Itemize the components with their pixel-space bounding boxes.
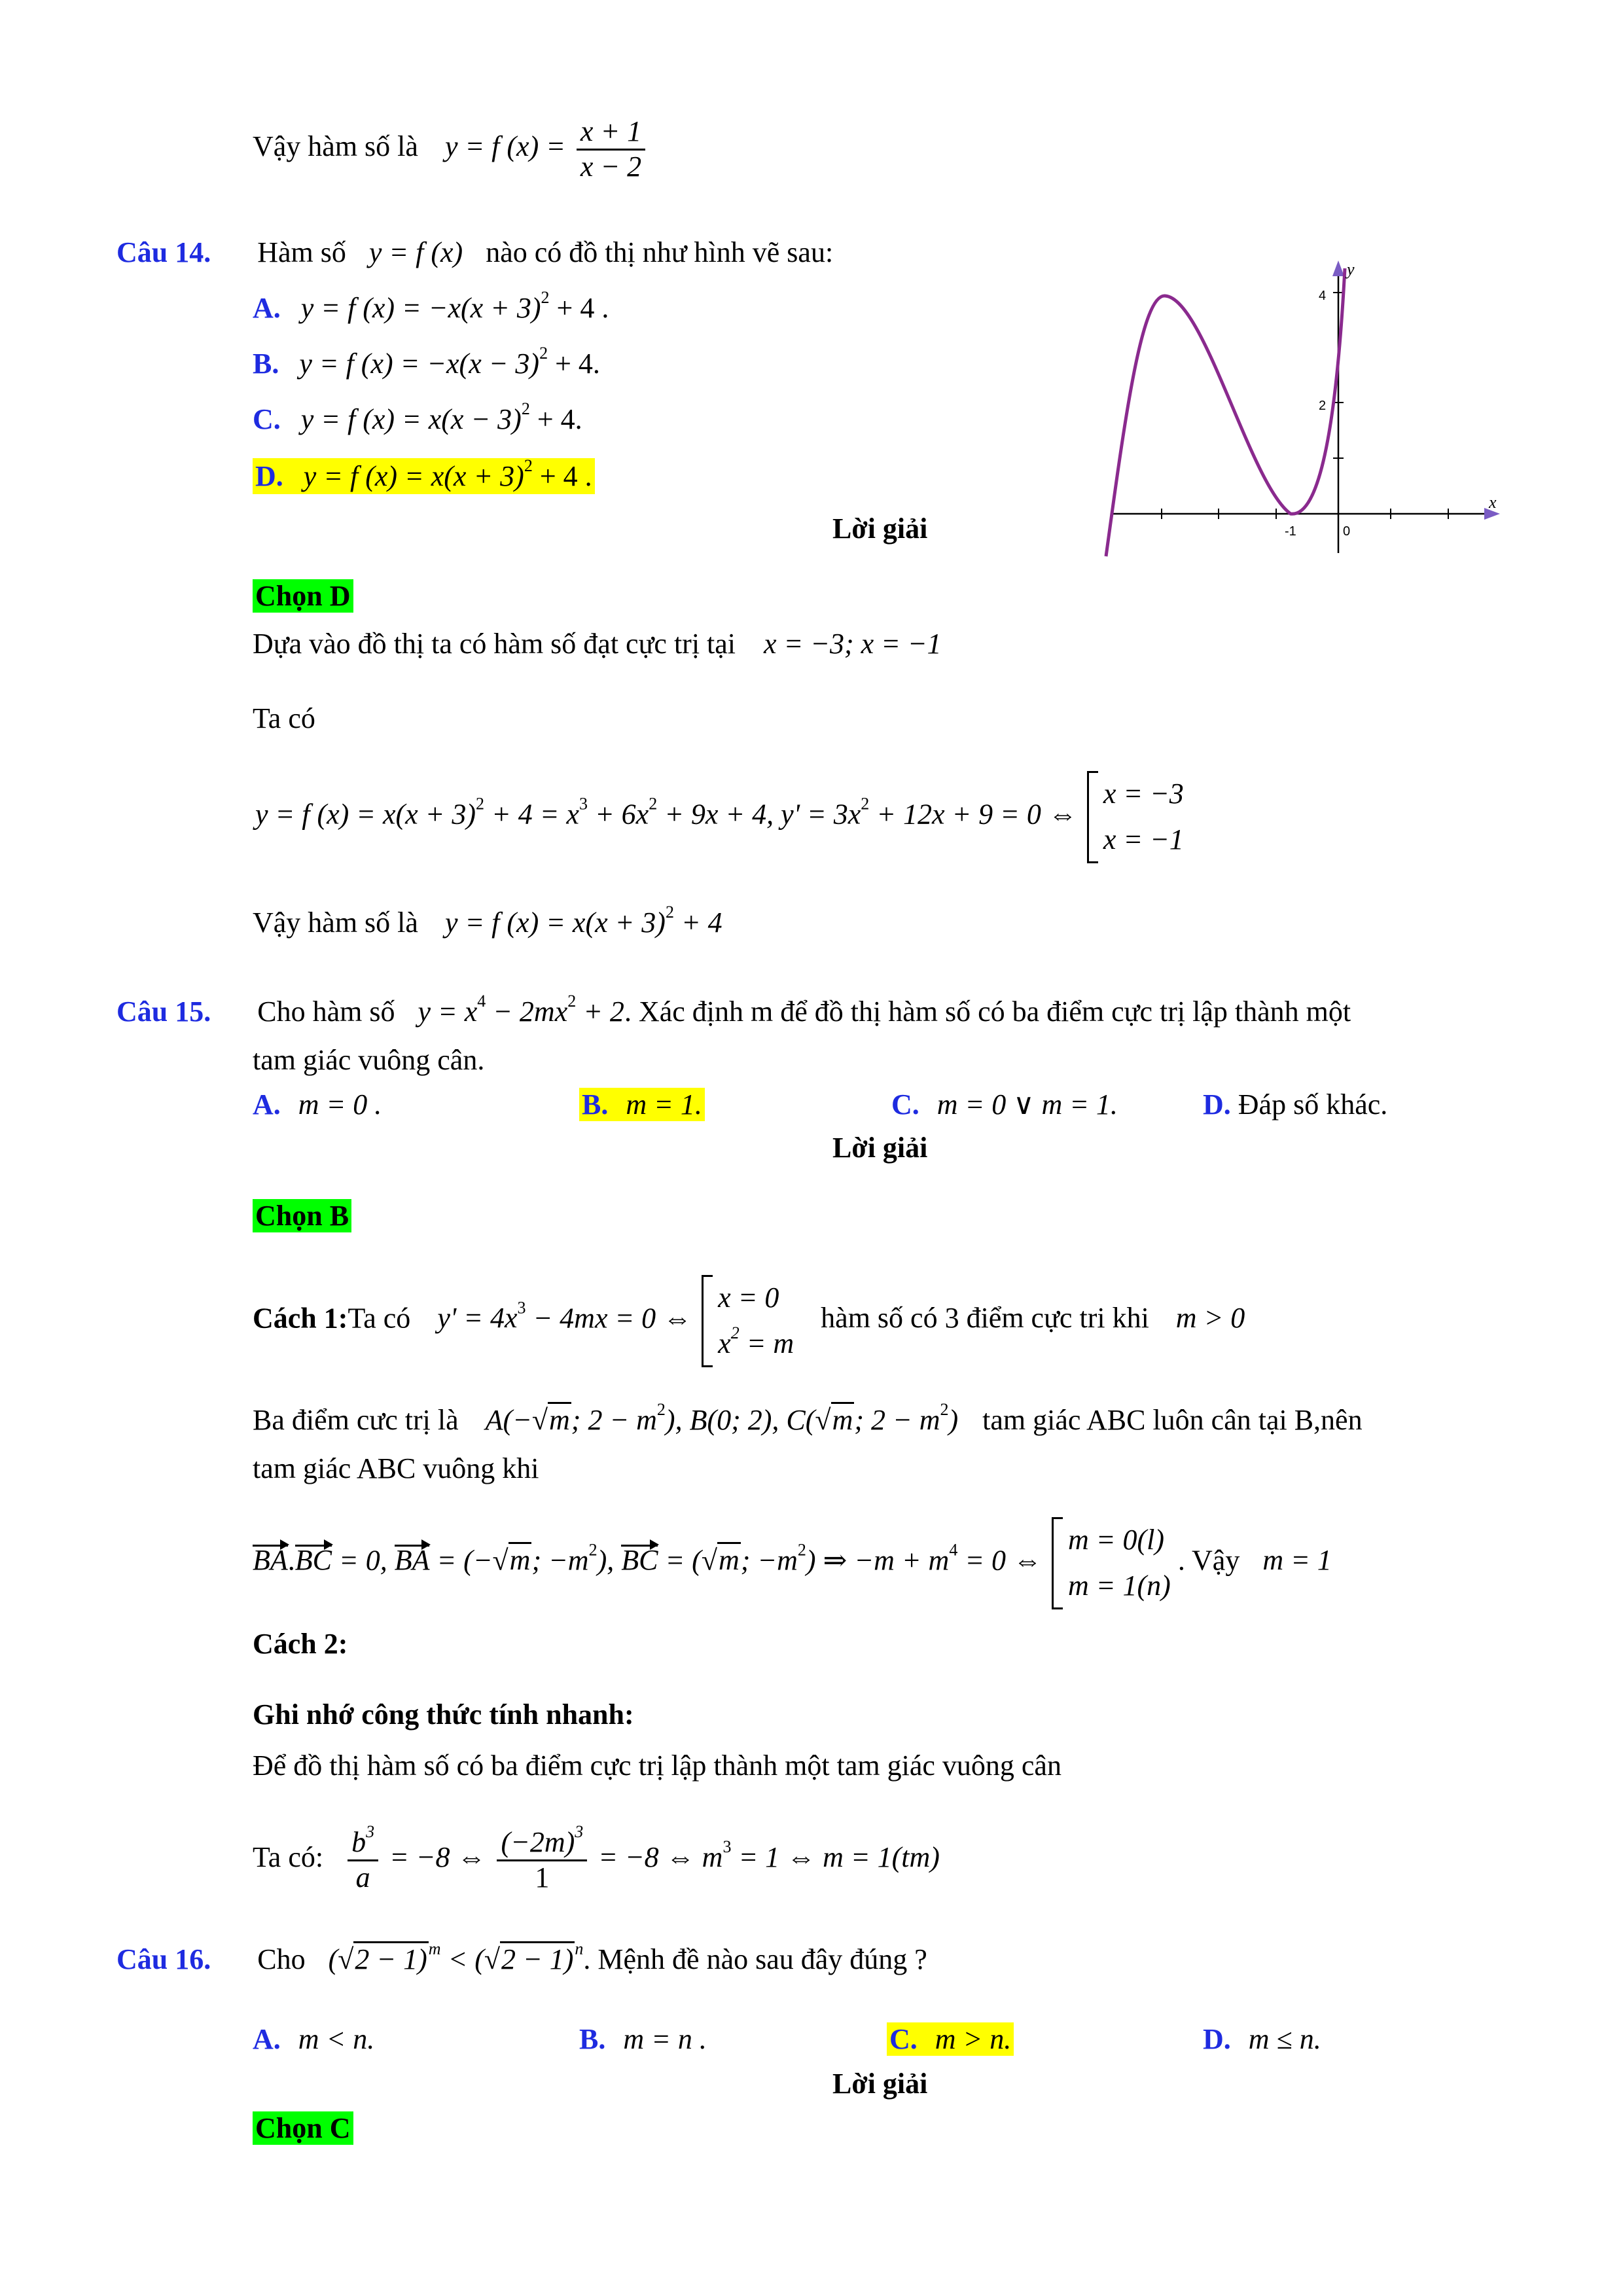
- q15-vec-g: ) ⇒ −m + m: [806, 1544, 950, 1577]
- q15-stem-a: Cho hàm số: [257, 996, 395, 1028]
- q16-opt-c-letter: C.: [889, 2023, 918, 2055]
- q15-stem-math-c: + 2: [576, 996, 624, 1028]
- top-result-line: [253, 115, 649, 183]
- q14-stem: [116, 236, 833, 269]
- q15-vec-sqrt2: m: [717, 1542, 741, 1576]
- q15-note-line: Để đồ thị hàm số có ba điểm cực trị lập thành một tam giác vuông cân: [253, 1749, 1061, 1782]
- q15-option-d: [1203, 1088, 1387, 1121]
- q14-option-a: [253, 288, 609, 325]
- q14-opt-c-text: y = f (x) = x(x − 3): [300, 403, 522, 435]
- q15-c1-b: hàm số có 3 điểm cực tri khi: [821, 1302, 1149, 1335]
- q15-tc: Ta có:: [253, 1841, 324, 1874]
- q15-mid2-sup: 3: [722, 1837, 732, 1857]
- q15-opt-a-letter: A.: [253, 1088, 281, 1121]
- q15-pts-d: ; 2 − m: [854, 1404, 940, 1436]
- q15-pow2: 2: [567, 992, 577, 1011]
- q15-pts-e: ): [948, 1404, 959, 1436]
- q15-mid2a: = −8 ⇔ m: [591, 1841, 723, 1874]
- q15-c1-system: [702, 1275, 794, 1367]
- q15-opt-c-text: m = 0 ∨ m = 1.: [936, 1088, 1118, 1121]
- q15-pts-sup1: 2: [656, 1400, 666, 1419]
- q14-opt-d-letter: D.: [255, 460, 283, 492]
- q15-vec-result: m = 1: [1262, 1544, 1332, 1577]
- q15-c1-sys-sup: 2: [730, 1323, 740, 1343]
- q15-choose: Chọn B: [253, 1199, 351, 1232]
- q14-stem-b: nào có đồ thị như hình vẽ sau:: [486, 236, 834, 268]
- q16-opt-c-text: m > n.: [935, 2023, 1012, 2055]
- q16-option-b: [579, 2022, 707, 2056]
- q15-pts-sqrt-m2: m: [831, 1402, 855, 1436]
- q15-pts-tail: tam giác ABC luôn cân tại B,nên: [982, 1404, 1363, 1436]
- q15-pow4: 4: [477, 992, 486, 1011]
- q14-opt-c-letter: C.: [253, 403, 281, 435]
- q14-opt-a-sup: 2: [541, 288, 550, 307]
- q14-opt-d-tail: + 4 .: [532, 460, 592, 492]
- q15-vec-c: ; −m: [531, 1544, 589, 1577]
- q14-choose: Chọn D: [253, 579, 353, 613]
- q15-pts-a: A(−: [485, 1404, 532, 1436]
- graph-tick-xneg1: -1: [1285, 524, 1296, 539]
- graph-tick-y2: 2: [1319, 399, 1327, 413]
- q16-m-c: < (: [440, 1943, 484, 1975]
- graph-tick-y4: 4: [1319, 289, 1327, 303]
- q14-opt-a-text: y = f (x) = −x(x + 3): [300, 292, 541, 324]
- q16-stem-a: Cho: [257, 1943, 306, 1975]
- q15-quick-formula: [253, 1822, 940, 1894]
- q15-frac2: [497, 1822, 587, 1894]
- q14-option-d: [253, 458, 595, 494]
- q14-sys-1: x = −3: [1103, 778, 1184, 810]
- q14-opt-d-text: y = f (x) = x(x + 3): [303, 460, 524, 492]
- q16-opt-b-text: m = n .: [623, 2023, 707, 2055]
- q15-stem: [116, 992, 1351, 1028]
- q15-vec-sup1: 2: [588, 1540, 597, 1560]
- q15-c1-sys-2b: = m: [739, 1327, 794, 1360]
- q14-deriv-cube: 3: [579, 794, 588, 814]
- q15-option-b: [579, 1088, 705, 1121]
- q14-deriv-e: + 12x + 9 = 0 ⇔: [869, 798, 1077, 831]
- q16-stem-b: . Mệnh đề nào sau đây đúng ?: [583, 1943, 927, 1975]
- q14-option-c: [253, 399, 582, 436]
- q14-solution-title: Lời giải: [832, 512, 928, 545]
- q14-line1-math: x = −3; x = −1: [764, 628, 942, 660]
- q15-opt-c-letter: C.: [891, 1088, 919, 1121]
- q15-stem-math-a: y = x: [418, 996, 478, 1028]
- q15-c1-math-a: y' = 4x: [437, 1302, 518, 1335]
- graph-y-arrow: [1332, 260, 1344, 276]
- q15-pts-sqrt-m: m: [548, 1402, 571, 1436]
- q16-m-b: 2 − 1): [353, 1941, 428, 1975]
- q15-stem-b: . Xác định m để đồ thị hàm số có ba điểm cực trị lập thành một: [624, 996, 1351, 1028]
- q15-opt-b-letter: B.: [582, 1088, 609, 1121]
- q15-vec-h: = 0 ⇔: [957, 1544, 1043, 1577]
- q15-c1-math-b: − 4mx = 0 ⇔: [526, 1302, 692, 1335]
- q14-opt-b-letter: B.: [253, 348, 279, 380]
- q15-stem-math-b: − 2mx: [486, 996, 568, 1028]
- q16-option-a: [253, 2022, 374, 2056]
- q15-f2-den: 1: [535, 1861, 550, 1893]
- q15-c2-label: Cách 2:: [253, 1628, 348, 1660]
- q15-note: Ghi nhớ công thức tính nhanh:: [253, 1698, 634, 1731]
- q15-opt-b-text: m = 1.: [626, 1088, 702, 1121]
- q16-m-d: 2 − 1): [500, 1941, 575, 1975]
- q15-c1-label: Cách 1:: [253, 1302, 348, 1335]
- q15-f1-sup: 3: [366, 1822, 375, 1841]
- q14-opt-d-sup: 2: [524, 456, 533, 475]
- q15-stem-c: tam giác vuông cân.: [253, 1044, 485, 1076]
- q15-mid1: = −8 ⇔: [382, 1841, 486, 1874]
- q14-stem-a: Hàm số: [257, 236, 346, 268]
- q14-line2: Ta có: [253, 702, 315, 734]
- q15-vec-bc: BC: [294, 1544, 332, 1577]
- q15-pts-b: ; 2 − m: [571, 1404, 657, 1436]
- q16-opt-a-text: m < n.: [298, 2023, 375, 2055]
- q15-label: Câu 15.: [116, 996, 211, 1028]
- q16-opt-b-letter: B.: [579, 2023, 606, 2055]
- q14-final-prefix: Vậy hàm số là: [253, 906, 418, 939]
- q14-deriv-a: y = f (x) = x(x + 3): [255, 798, 476, 831]
- q14-label: Câu 14.: [116, 236, 211, 268]
- q14-stem-fx: y = f (x): [368, 236, 463, 268]
- q15-pts-sup2: 2: [940, 1400, 949, 1419]
- q14-deriv-b: + 4 = x: [484, 798, 579, 831]
- q14-opt-c-tail: + 4.: [529, 403, 582, 435]
- q15-f2-num: (−2m): [501, 1826, 575, 1858]
- top-fraction: [577, 115, 645, 183]
- q15-option-c: [891, 1088, 1118, 1121]
- q14-sys-2: x = −1: [1103, 823, 1184, 856]
- q15-vec-ba2: BA: [394, 1544, 430, 1577]
- q16-m-a: (: [328, 1943, 338, 1975]
- q15-vec-ba: BA: [253, 1544, 288, 1577]
- q15-vec-bc2: BC: [621, 1544, 658, 1577]
- q16-exp-n: n: [575, 1939, 584, 1958]
- top-frac-den: x − 2: [580, 150, 642, 183]
- q14-line1: [253, 627, 942, 660]
- q14-opt-b-text: y = f (x) = −x(x − 3): [299, 348, 540, 380]
- q15-method1: [253, 1275, 1245, 1367]
- q15-vec-b: = (−: [429, 1544, 493, 1577]
- q16-opt-a-letter: A.: [253, 2023, 281, 2055]
- q15-vec-system: [1052, 1517, 1171, 1609]
- graph-origin: 0: [1343, 524, 1351, 539]
- q14-system: [1087, 771, 1184, 863]
- q14-opt-a-letter: A.: [253, 292, 281, 324]
- top-prefix: Vậy hàm số là: [253, 130, 418, 163]
- q15-frac1: [348, 1822, 378, 1894]
- q16-exp-m: m: [428, 1939, 441, 1958]
- q14-graph: [1099, 255, 1518, 569]
- q14-final: [253, 903, 722, 939]
- q14-deriv-d: + 9x + 4, y' = 3x: [657, 798, 861, 831]
- q15-vec-sys-1: m = 0(l): [1068, 1524, 1165, 1556]
- q14-option-b: [253, 344, 600, 380]
- q15-f2-sup: 3: [575, 1822, 584, 1841]
- q15-vec-sys-2: m = 1(n): [1068, 1570, 1171, 1602]
- q14-final-sup: 2: [665, 903, 674, 922]
- q16-label: Câu 16.: [116, 1943, 211, 1975]
- q15-solution-title: Lời giải: [832, 1132, 928, 1164]
- q15-mid2b: = 1 ⇔ m = 1(tm): [731, 1841, 940, 1874]
- q14-deriv-c: + 6x: [587, 798, 649, 831]
- graph-y-label: y: [1347, 260, 1355, 279]
- q15-f1-num: b: [351, 1826, 366, 1858]
- q15-vec-sup2: 2: [797, 1540, 806, 1560]
- q14-opt-b-tail: + 4.: [548, 348, 600, 380]
- q15-c1-c: m > 0: [1175, 1302, 1245, 1335]
- q14-deriv-sq3: 2: [861, 794, 870, 814]
- q16-opt-d-letter: D.: [1203, 2023, 1231, 2055]
- q15-vector-line: BA.BC = 0, BA = (−√m; $-m^2$), BC = (√m; $-m^2$) ⇒ $-m + m^4 = 0$ ⇔ m = 0(l) m = 1(n) . Vậy m = 1: [253, 1517, 1332, 1609]
- q14-opt-b-sup: 2: [539, 344, 548, 363]
- q15-pts-text: Ba điểm cưc trị là: [253, 1404, 459, 1436]
- q14-opt-a-tail: + 4 .: [549, 292, 609, 324]
- q15-c1-sys-2a: x: [718, 1327, 731, 1360]
- q14-opt-c-sup: 2: [521, 399, 530, 418]
- q14-final-b: + 4: [673, 906, 722, 939]
- q15-vec-tail: . Vậy: [1177, 1544, 1240, 1577]
- graph-x-label: x: [1489, 493, 1497, 512]
- q16-choose: Chọn C: [253, 2111, 353, 2145]
- q15-opt-d-text: Đáp số khác.: [1238, 1088, 1388, 1121]
- q15-vec-sup3: 4: [949, 1540, 958, 1560]
- q14-deriv-sq2: 2: [649, 794, 658, 814]
- top-frac-num: x + 1: [577, 115, 645, 151]
- q16-option-c: [887, 2022, 1014, 2056]
- q15-option-a: [253, 1088, 382, 1121]
- q16-option-d: [1203, 2022, 1321, 2056]
- q15-vec-a: = 0,: [332, 1544, 395, 1577]
- q15-vec-e: = (: [658, 1544, 702, 1577]
- q14-final-a: y = f (x) = x(x + 3): [444, 906, 666, 939]
- q15-f1-den: a: [355, 1861, 370, 1893]
- q16-solution-title: Lời giải: [832, 2068, 928, 2100]
- q14-deriv-sq1: 2: [476, 794, 485, 814]
- q15-vec-sqrt1: m: [508, 1542, 532, 1576]
- q15-vec-f: ; −m: [740, 1544, 798, 1577]
- q15-c1-a: Ta có: [348, 1302, 411, 1335]
- q15-pts-c: ), B(0; 2), C(: [665, 1404, 815, 1436]
- q15-opt-a-text: m = 0 .: [298, 1088, 382, 1121]
- q15-points: Ba điểm cưc trị là A(−√m; $2 - m^2$), B(0; 2), C(√m; $2 - m^2$) tam giác ABC luôn cân tại B,nên: [253, 1400, 1363, 1436]
- q16-stem: Câu 16. Cho $(√2 - 1)^m < (√2 - 1)^n$. Mệnh đề nào sau đây đúng ?: [116, 1939, 927, 1975]
- q15-pts-line2: tam giác ABC vuông khi: [253, 1452, 539, 1484]
- q14-derivation: [255, 771, 1184, 863]
- q15-vec-d: ),: [597, 1544, 622, 1577]
- q16-opt-d-text: m ≤ n.: [1248, 2023, 1321, 2055]
- q14-line1-text: Dựa vào đồ thị ta có hàm số đạt cực trị tại: [253, 628, 736, 660]
- top-lhs: y = f (x) =: [444, 130, 565, 163]
- q15-opt-d-letter: D.: [1203, 1088, 1231, 1121]
- q15-c1-cube: 3: [517, 1298, 526, 1318]
- q15-c1-sys-1: x = 0: [718, 1282, 779, 1314]
